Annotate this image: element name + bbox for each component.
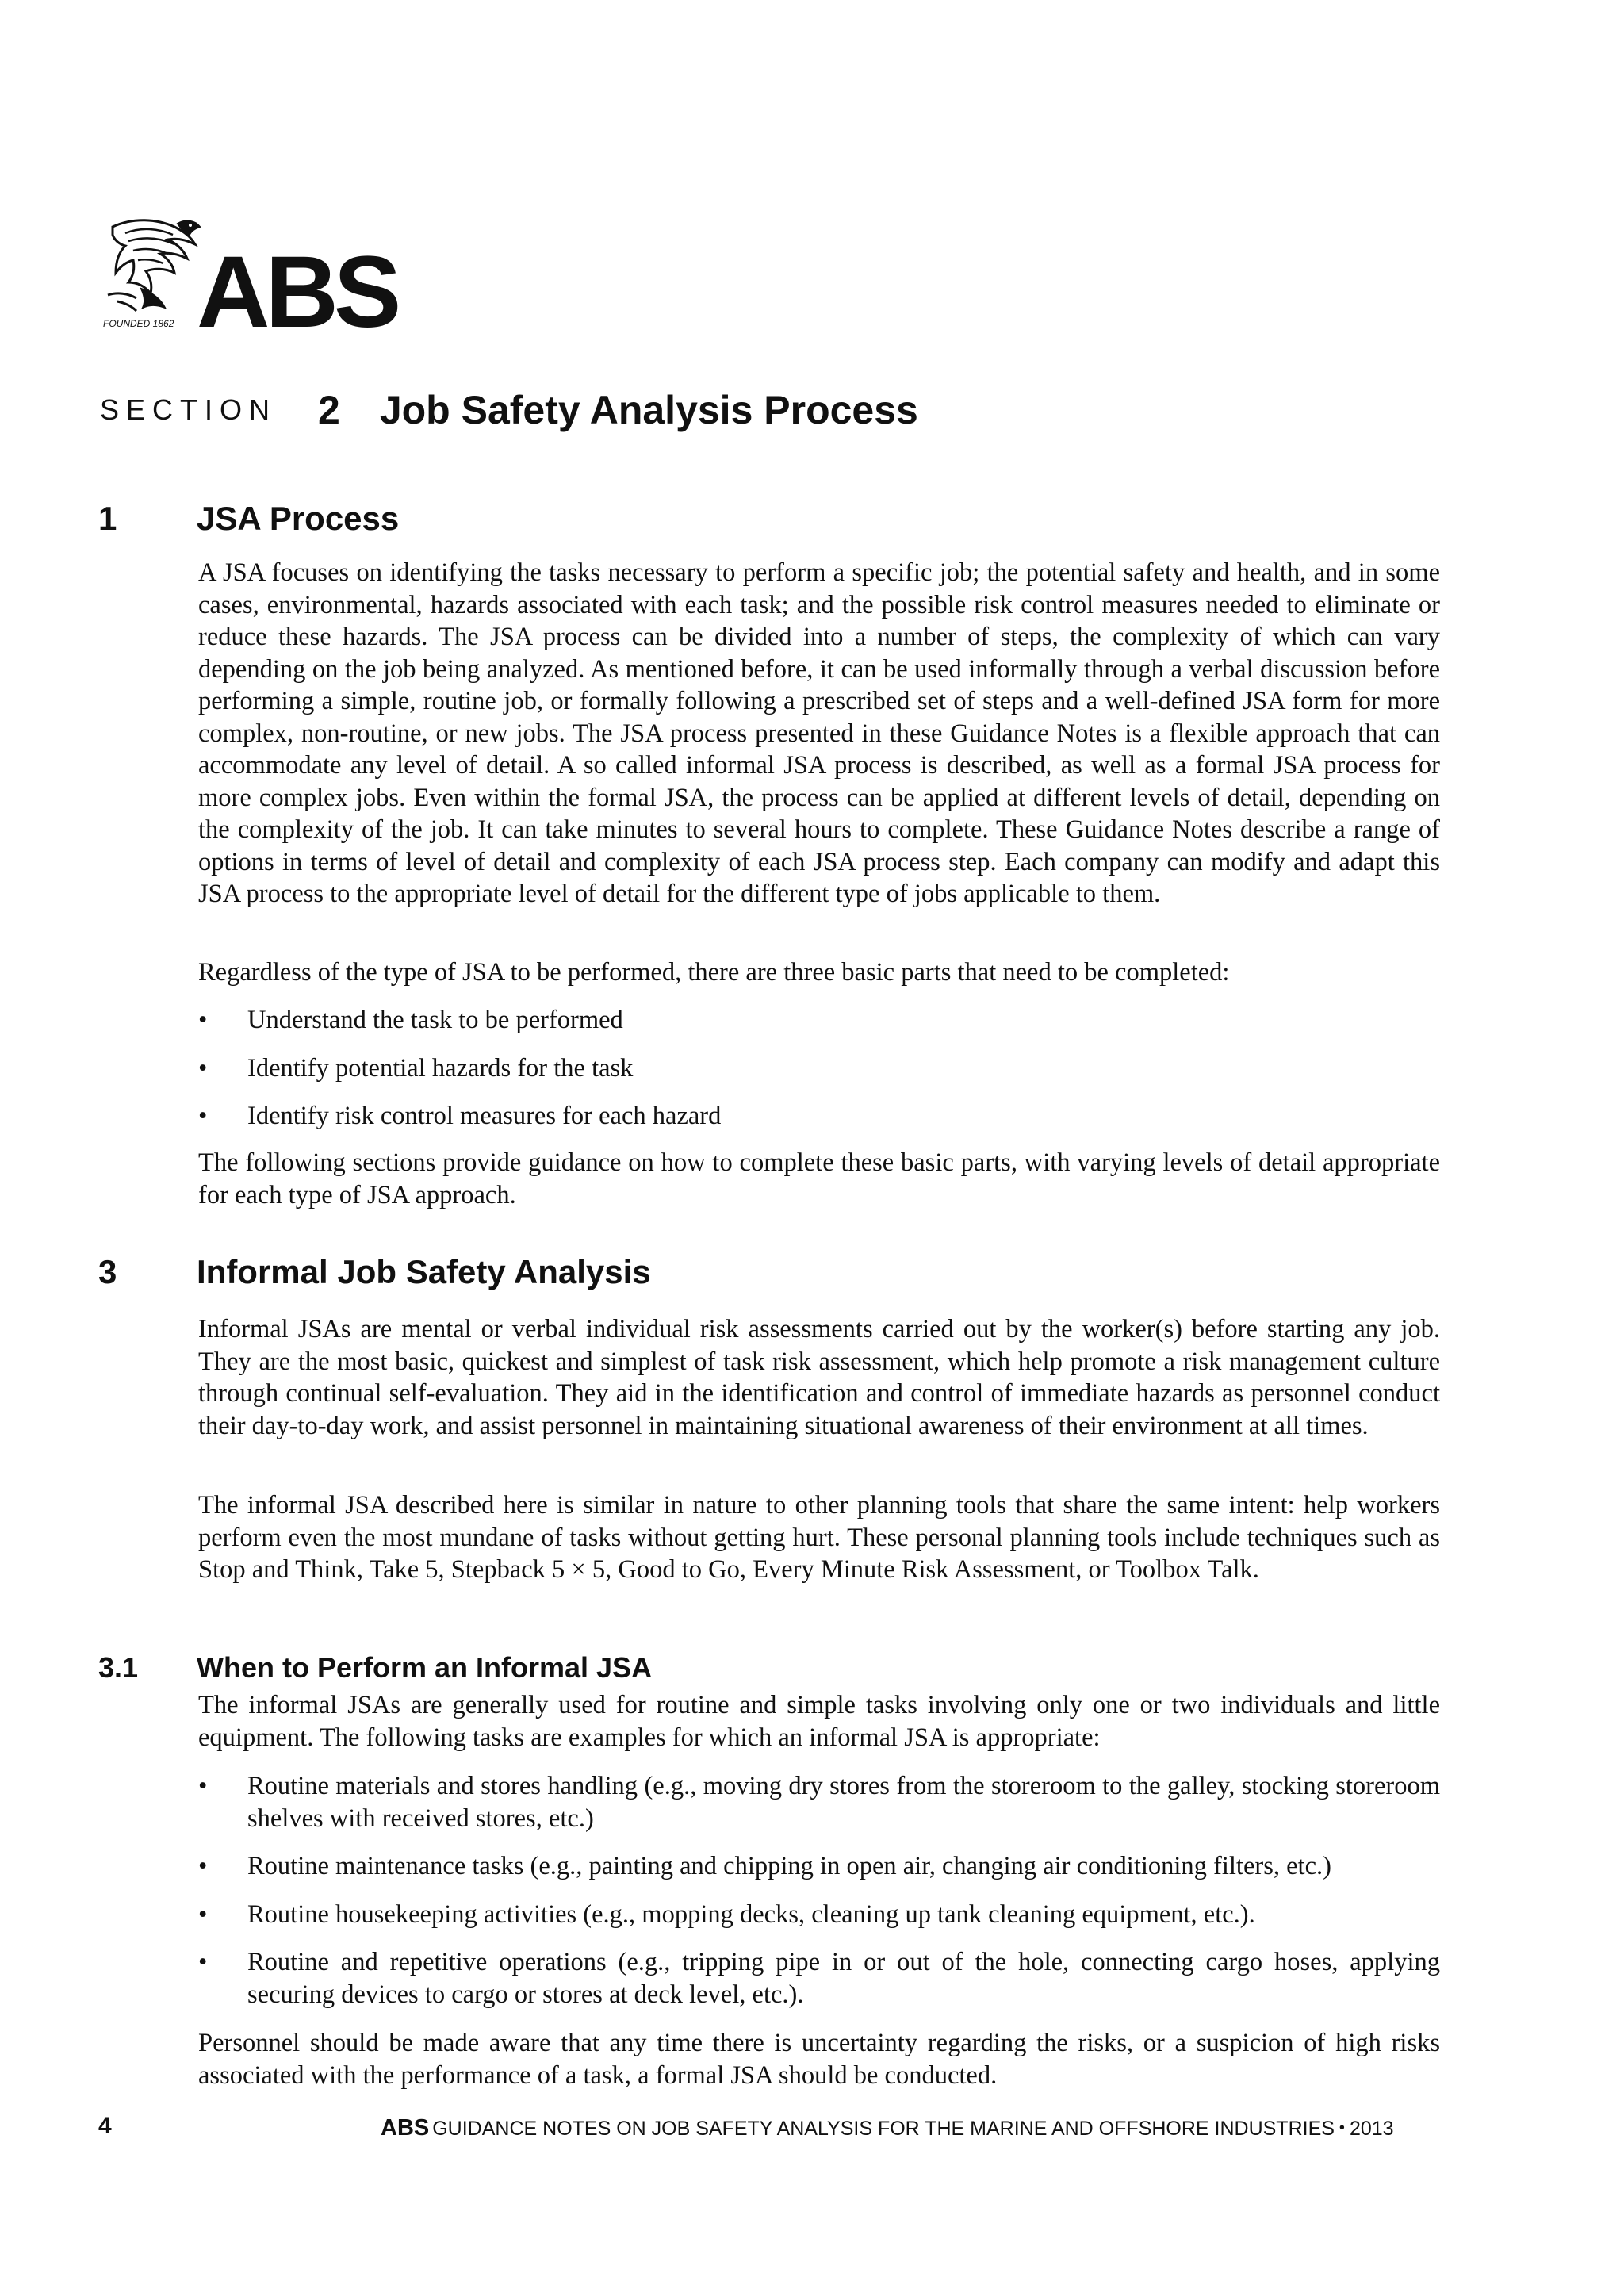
- abs-logo: [102, 216, 411, 335]
- section-name: Job Safety Analysis Process: [379, 388, 918, 432]
- heading-text: When to Perform an Informal JSA: [197, 1651, 653, 1684]
- footer-title-text: GUIDANCE NOTES ON JOB SAFETY ANALYSIS FOR THE MARINE AND OFFSHORE INDUSTRIES: [432, 2118, 1335, 2140]
- list-item: • Routine and repetitive operations (e.g., tripping pipe in or out of the hole, connecting cargo hoses, applying securing devices to cargo or stores at deck level, etc.).: [198, 1946, 1440, 2010]
- eagle-logo-icon: [102, 216, 411, 335]
- section-label: SECTION: [100, 393, 278, 426]
- heading-when-to-perform: [98, 1651, 652, 1685]
- heading-number: 1: [98, 500, 117, 537]
- list-item: • Routine maintenance tasks (e.g., painting and chipping in open air, changing air conditioning filters, etc.): [198, 1850, 1440, 1883]
- footer-separator: •: [1339, 2119, 1345, 2137]
- paragraph-following-sections: The following sections provide guidance on how to complete these basic parts, with varying levels of detail appropriate for each type of JSA approach.: [198, 1148, 1440, 1209]
- routine-tasks-list: [198, 1770, 1440, 2010]
- list-item: • Identify potential hazards for the task: [198, 1052, 1440, 1085]
- list-item: • Routine materials and stores handling (e.g., moving dry stores from the storeroom to the galley, stocking storeroom shelves with received stores, etc.): [198, 1770, 1440, 1834]
- heading-number: 3.1: [98, 1651, 139, 1684]
- list-item: • Understand the task to be performed: [198, 1004, 1440, 1037]
- heading-jsa-process: [98, 500, 399, 538]
- list-item: • Identify risk control measures for each hazard: [198, 1100, 1440, 1133]
- footer-brand: ABS: [381, 2115, 430, 2141]
- paragraph-basic-parts: Regardless of the type of JSA to be performed, there are three basic parts that need to be completed:: [198, 958, 1230, 987]
- footer-year: 2013: [1349, 2118, 1394, 2140]
- heading-text: JSA Process: [197, 500, 400, 537]
- logo-tagline: FOUNDED 1862: [103, 318, 174, 329]
- section-title: [100, 387, 918, 433]
- heading-text: Informal Job Safety Analysis: [197, 1253, 651, 1290]
- heading-number: 3: [98, 1253, 117, 1290]
- paragraph-jsa-intro: A JSA focuses on identifying the tasks necessary to perform a specific job; the potential safety and health, and in some cases, environmental, hazards associated with each task; and the possible risk control measures needed to eliminate or reduce these hazards. The JSA process can be divided into a number of steps, the complexity of which can vary depending on the job being analyzed. As mentioned before, it can be used informally through a verbal discussion before performing a simple, routine job, or formally following a prescribed set of steps and a well-defined JSA form for more complex, non-routine, or new jobs. The JSA process presented in these Guidance Notes is a flexible approach that can accommodate any level of detail. A so called informal JSA process is described, as well as a formal JSA process for more complex jobs. Even within the formal JSA, the process can be applied at different levels of detail, depending on the complexity of the job. It can take minutes to several hours to complete. These Guidance Notes describe a range of options in terms of level of detail and complexity of each JSA process step. Each company can modify and adapt this JSA process to the appropriate level of detail for the different type of jobs applicable to them.: [198, 558, 1440, 908]
- heading-informal-jsa: [98, 1253, 651, 1291]
- page-number: 4: [98, 2113, 112, 2139]
- paragraph-uncertainty: Personnel should be made aware that any time there is uncertainty regarding the risks, or a suspicion of high risks associated with the performance of a task, a formal JSA should be conducted.: [198, 2029, 1440, 2090]
- paragraph-routine-tasks: The informal JSAs are generally used for routine and simple tasks involving only one or two individuals and little equipment. The following tasks are examples for which an informal JSA is appropriate:: [198, 1691, 1440, 1752]
- section-number: 2: [318, 388, 340, 432]
- basic-parts-list: [198, 1004, 1440, 1133]
- paragraph-planning-tools: The informal JSA described here is similar in nature to other planning tools that share the same intent: help workers perform even the most mundane of tasks without getting hurt. These personal planning tools include techniques such as Stop and Think, Take 5, Stepback 5 × 5, Good to Go, Every Minute Risk Assessment, or Toolbox Talk.: [198, 1491, 1440, 1584]
- paragraph-informal-jsa-definition: Informal JSAs are mental or verbal individual risk assessments carried out by the worker(s) before starting any job. They are the most basic, quickest and simplest of task risk assessment, which help promote a risk management culture through continual self-evaluation. They aid in the identification and control of immediate hazards as personnel conduct their day-to-day work, and assist personnel in maintaining situational awareness of their environment at all times.: [198, 1315, 1440, 1440]
- abs-logo-text: ABS: [197, 236, 397, 335]
- list-item: • Routine housekeeping activities (e.g., mopping decks, cleaning up tank cleaning equipment, etc.).: [198, 1899, 1440, 1931]
- running-footer: [381, 2115, 1394, 2141]
